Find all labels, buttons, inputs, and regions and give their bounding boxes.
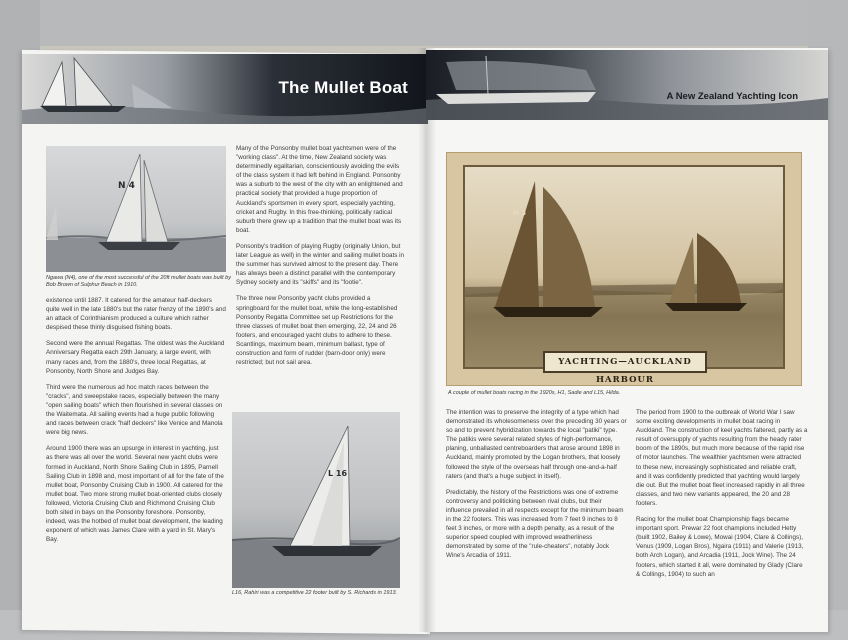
paragraph: The period from 1900 to the outbreak of World War I saw some exciting developments in mullet boat racing in Auckland. The construction of keel yachts faltered, partly as a result of oversupply of yachts resulting from the heady rater boom of the 1890s, but much more because of the rapid rise of motor launches. The wealthier yachtsmen were attracted to these new, increasingly sophisticated and reliable craft, and it was confidently predicted that yachting would largely die out. But the mullet boat fleet increased rapidly in all three classes, and two new variants appeared, the 20 and 28 footers. [636,409,808,507]
page-title: The Mullet Boat [278,78,408,97]
caption-harbour: A couple of mullet boats racing in the 1920s, H1, Sadie and L15, Hilda. [448,390,621,396]
photo-ngawa-yacht [46,146,226,272]
sail-number-harbour: H 3 [513,209,527,217]
caption-ngawa: Ngawa (N4), one of the most successful of the 20ft mullet boats was built by Bob Brown of Sulphur Beach in 1910. [46,275,231,288]
postcard-plate: YACHTING—AUCKLAND HARBOUR [543,351,707,373]
header-banner-right [426,50,828,120]
paragraph: Third were the numerous ad hoc match races between the "cracks", and sweepstake races, especially between the many "open sailing boats" which then flourished in several classes on the Waitemata. All sailing events had a huge public following and races between crack "half deckers" like Venice and Manola were big news. [46,383,223,437]
paragraph: Many of the Ponsonby mullet boat yachtsmen were of the "working class". At the time, New Zealand society was determinedly egalitarian, conscientiously avoiding the evils of the class system it had left behind in England. Ponsonby was a suburb to the west of the city with an enlightened and practical society that provided a huge proportion of Auckland's sportsmen in every sport, especially yachting, cricket and Rugby. In this free-thinking, politically radical suburb there grew up a tradition that the mullet boat was its boat. [236,145,403,234]
sail-number-ngawa: N 4 [118,181,135,191]
paragraph: Racing for the mullet boat Championship flags became important sport. Prewar 22 foot champions included Hetty (built 1902, Bailey & Lowe), Mowai (1904, Clare & Collings), Venus (1909, Logan Bros), Ngaira (1911) and Valerie (1913, both Arch Logan), and Arcadia (1911, Jock Wine). The 24 footers, which started it all, were dominated by Glady (Clare & Collings, 1904) to such an [636,516,804,578]
paragraph: Second were the annual Regattas. The oldest was the Auckland Anniversary Regatta each 29th January, a large event, with many races and, from the 1880's, three local Regattas, at Ponsonby, North Shore and Judges Bay. [46,340,225,375]
right-column-2 [636,408,808,586]
paragraph: The three new Ponsonby yacht clubs provided a springboard for the mullet boat, while the long-established Ponsonby Regatta Committee set up Restrictions for the three classes of mullet boat then emerging, 22, 24 and 26 footers, and encouraged yacht clubs to adhere to these. Scantlings, maximum beam, minimum ballast, type of construction and form of rudder (barn-door only) were restricted; but not sail area. [236,295,398,367]
sail-number-rahiri: L 16 [328,469,348,478]
photo-auckland-harbour-postcard [446,152,802,386]
postcard-image [463,165,785,369]
left-column-1 [46,296,226,551]
booklet-spread [22,44,830,632]
paragraph: existence until 1887. It catered for the amateur half-deckers quite well in the late 1880's but the rater frenzy of the 1890's and an attack of Corinthianism produced a culture which rather despised these thinly disguised fishing boats. [46,297,226,332]
paragraph: Predictably, the history of the Restrictions was one of extreme controversy and politicking between rival clubs, but their influence prevailed in all respects except for the minimum beam in the 22 footers. This was increased from 7 feet 9 inches to 8 feet 3 inches, or more with a depth penalty, as a result of the superior speed coupled with improved weatherliness demonstrated by some of the "rule-cheaters", notably Jock Wine's Arcadia of 1911. [446,488,624,560]
banner-yacht-illustration-right [426,50,828,120]
left-column-2 [236,144,404,374]
yacht-rahiri-graphic [232,412,400,588]
paragraph: Around 1900 there was an upsurge in interest in yachting, just as there was all over the world. Several new yacht clubs were formed in Auckland, North Shore Sailing Club in 1895, Parnell Sailing Club in 1898 and, most important of all for the fate of the mullet boat, Ponsonby Cruising Club in 1900. All catered for the mullet boat. Two more strong mullet boat-oriented clubs closely followed, Victoria Cruising Club and Richmond Cruising Club both sited in bays on the Ponsonby foreshore. Ponsonby, indeed, was the hotbed of mullet boat development, the leading exponent of which was James Clare with a yard in St. Mary's Bay. [46,445,224,544]
page-gutter [418,48,436,632]
header-banner-left [22,54,428,124]
background-wall [0,0,848,46]
yacht-ngawa-graphic [46,146,226,272]
harbour-yachts-graphic [465,167,783,367]
photo-rahiri-yacht [232,412,400,588]
page-subtitle: A New Zealand Yachting Icon [666,91,798,102]
paragraph: The intention was to preserve the integrity of a type which had demonstrated its wholesomeness over the preceding 30 years or so and to prevent hybridization towards the local "patiki" type. The patikis were several related styles of high-performance, planing, unballasted centreboarders that arose around 1898 in Auckland, mainly promoted by the Logan brothers, that loosely followed the style of the overseas half through one-and-a-half raters (and that's a huge subject in itself). [446,409,627,480]
caption-rahiri: L16, Rahiri was a competitive 22 footer built by S. Richards in 1913. [232,590,398,596]
paragraph: Ponsonby's tradition of playing Rugby (originally Union, but later League as well) in the winter and sailing mullet boats in the summer has survived almost to the present day. There has always been a distinct parallel with the contemporary Sydney society and its "skiffs" and its "footie". [236,242,405,287]
right-column-1 [446,408,628,568]
